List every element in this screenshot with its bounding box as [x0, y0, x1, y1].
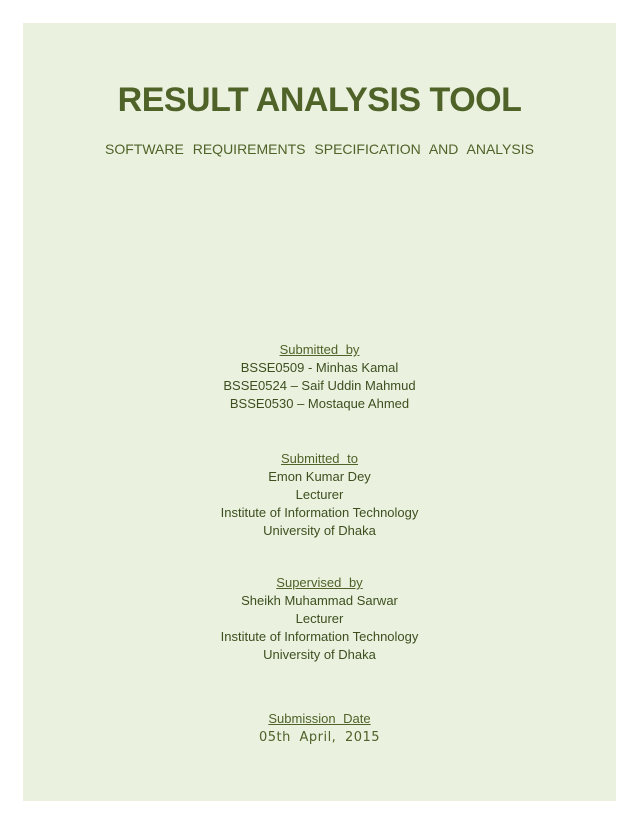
submitted-by-heading: Submitted by	[279, 342, 360, 357]
supervisor-university: University of Dhaka	[263, 647, 376, 662]
cover-page	[23, 23, 616, 801]
supervisor-institute: Institute of Information Technology	[220, 629, 419, 644]
document-title: RESULT ANALYSIS TOOL	[117, 81, 522, 119]
submitted-to-section	[23, 450, 616, 540]
recipient-university: University of Dhaka	[263, 523, 376, 538]
submission-date-heading: Submission Date	[268, 711, 371, 726]
submitted-by-section	[23, 341, 616, 413]
author-line: BSSE0530 – Mostaque Ahmed	[229, 396, 410, 411]
supervised-by-section	[23, 574, 616, 664]
document-subtitle: SOFTWARE REQUIREMENTS SPECIFICATION AND ANALYSIS	[105, 141, 534, 157]
author-line: BSSE0509 - Minhas Kamal	[240, 360, 399, 375]
recipient-institute: Institute of Information Technology	[220, 505, 419, 520]
supervised-by-heading: Supervised by	[276, 575, 363, 590]
supervisor-name: Sheikh Muhammad Sarwar	[241, 593, 398, 608]
submission-date: 05th April, 2015	[258, 730, 381, 745]
submission-date-section	[23, 710, 616, 748]
recipient-title: Lecturer	[295, 487, 344, 502]
supervisor-title: Lecturer	[295, 611, 344, 626]
author-line: BSSE0524 – Saif Uddin Mahmud	[223, 378, 416, 393]
submitted-to-heading: Submitted to	[281, 451, 358, 466]
recipient-name: Emon Kumar Dey	[268, 469, 371, 484]
